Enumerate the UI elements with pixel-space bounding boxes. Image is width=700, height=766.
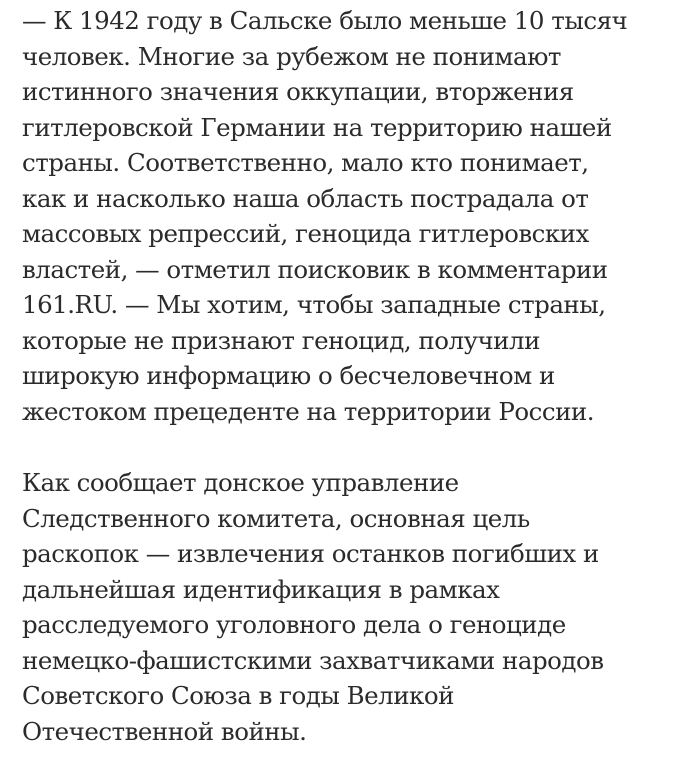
paragraph-line: раскопок — извлечения останков погибших и [22,539,599,568]
paragraph-line: широкую информацию о бесчеловечном и [22,361,555,390]
paragraph-spacer [22,429,692,465]
paragraph-line: — К 1942 году в Сальске было меньше 10 тысяч [22,6,628,35]
paragraph-line: человек. Многие за рубежом не понимают [22,41,561,71]
paragraph-line: немецко-фашистскими захватчиками народов [22,645,604,675]
paragraph-line: страны. Соответственно, мало кто понимает, [22,148,589,177]
paragraph-line: 161.RU. — Мы хотим, чтобы западные страны, [22,290,606,319]
paragraph-line: жестоком прецеденте на территории России. [22,396,595,426]
article-body [22,3,692,749]
paragraph-line: Следственного комитета, основная цель [22,503,530,533]
paragraph-line: Отечественной войны. [22,716,307,746]
paragraph-line: гитлеровской Германии на территорию нашей [22,112,612,142]
paragraph-line: как и насколько наша область пострадала от [22,183,589,213]
paragraph-line: Как сообщает донское управление [22,468,459,497]
article-paragraph-1 [22,3,692,429]
paragraph-line: которые не признают геноцид, получили [22,325,540,355]
article-paragraph-2 [22,465,692,749]
paragraph-line: расследуемого уголовного дела о геноциде [22,610,566,639]
paragraph-line: дальнейшая идентификация в рамках [22,574,500,604]
paragraph-line: властей, — отметил поисковик в комментарии [22,254,608,284]
paragraph-line: истинного значения оккупации, вторжения [22,77,574,106]
paragraph-line: Советского Союза в годы Великой [22,681,454,710]
paragraph-line: массовых репрессий, геноцида гитлеровских [22,219,589,248]
